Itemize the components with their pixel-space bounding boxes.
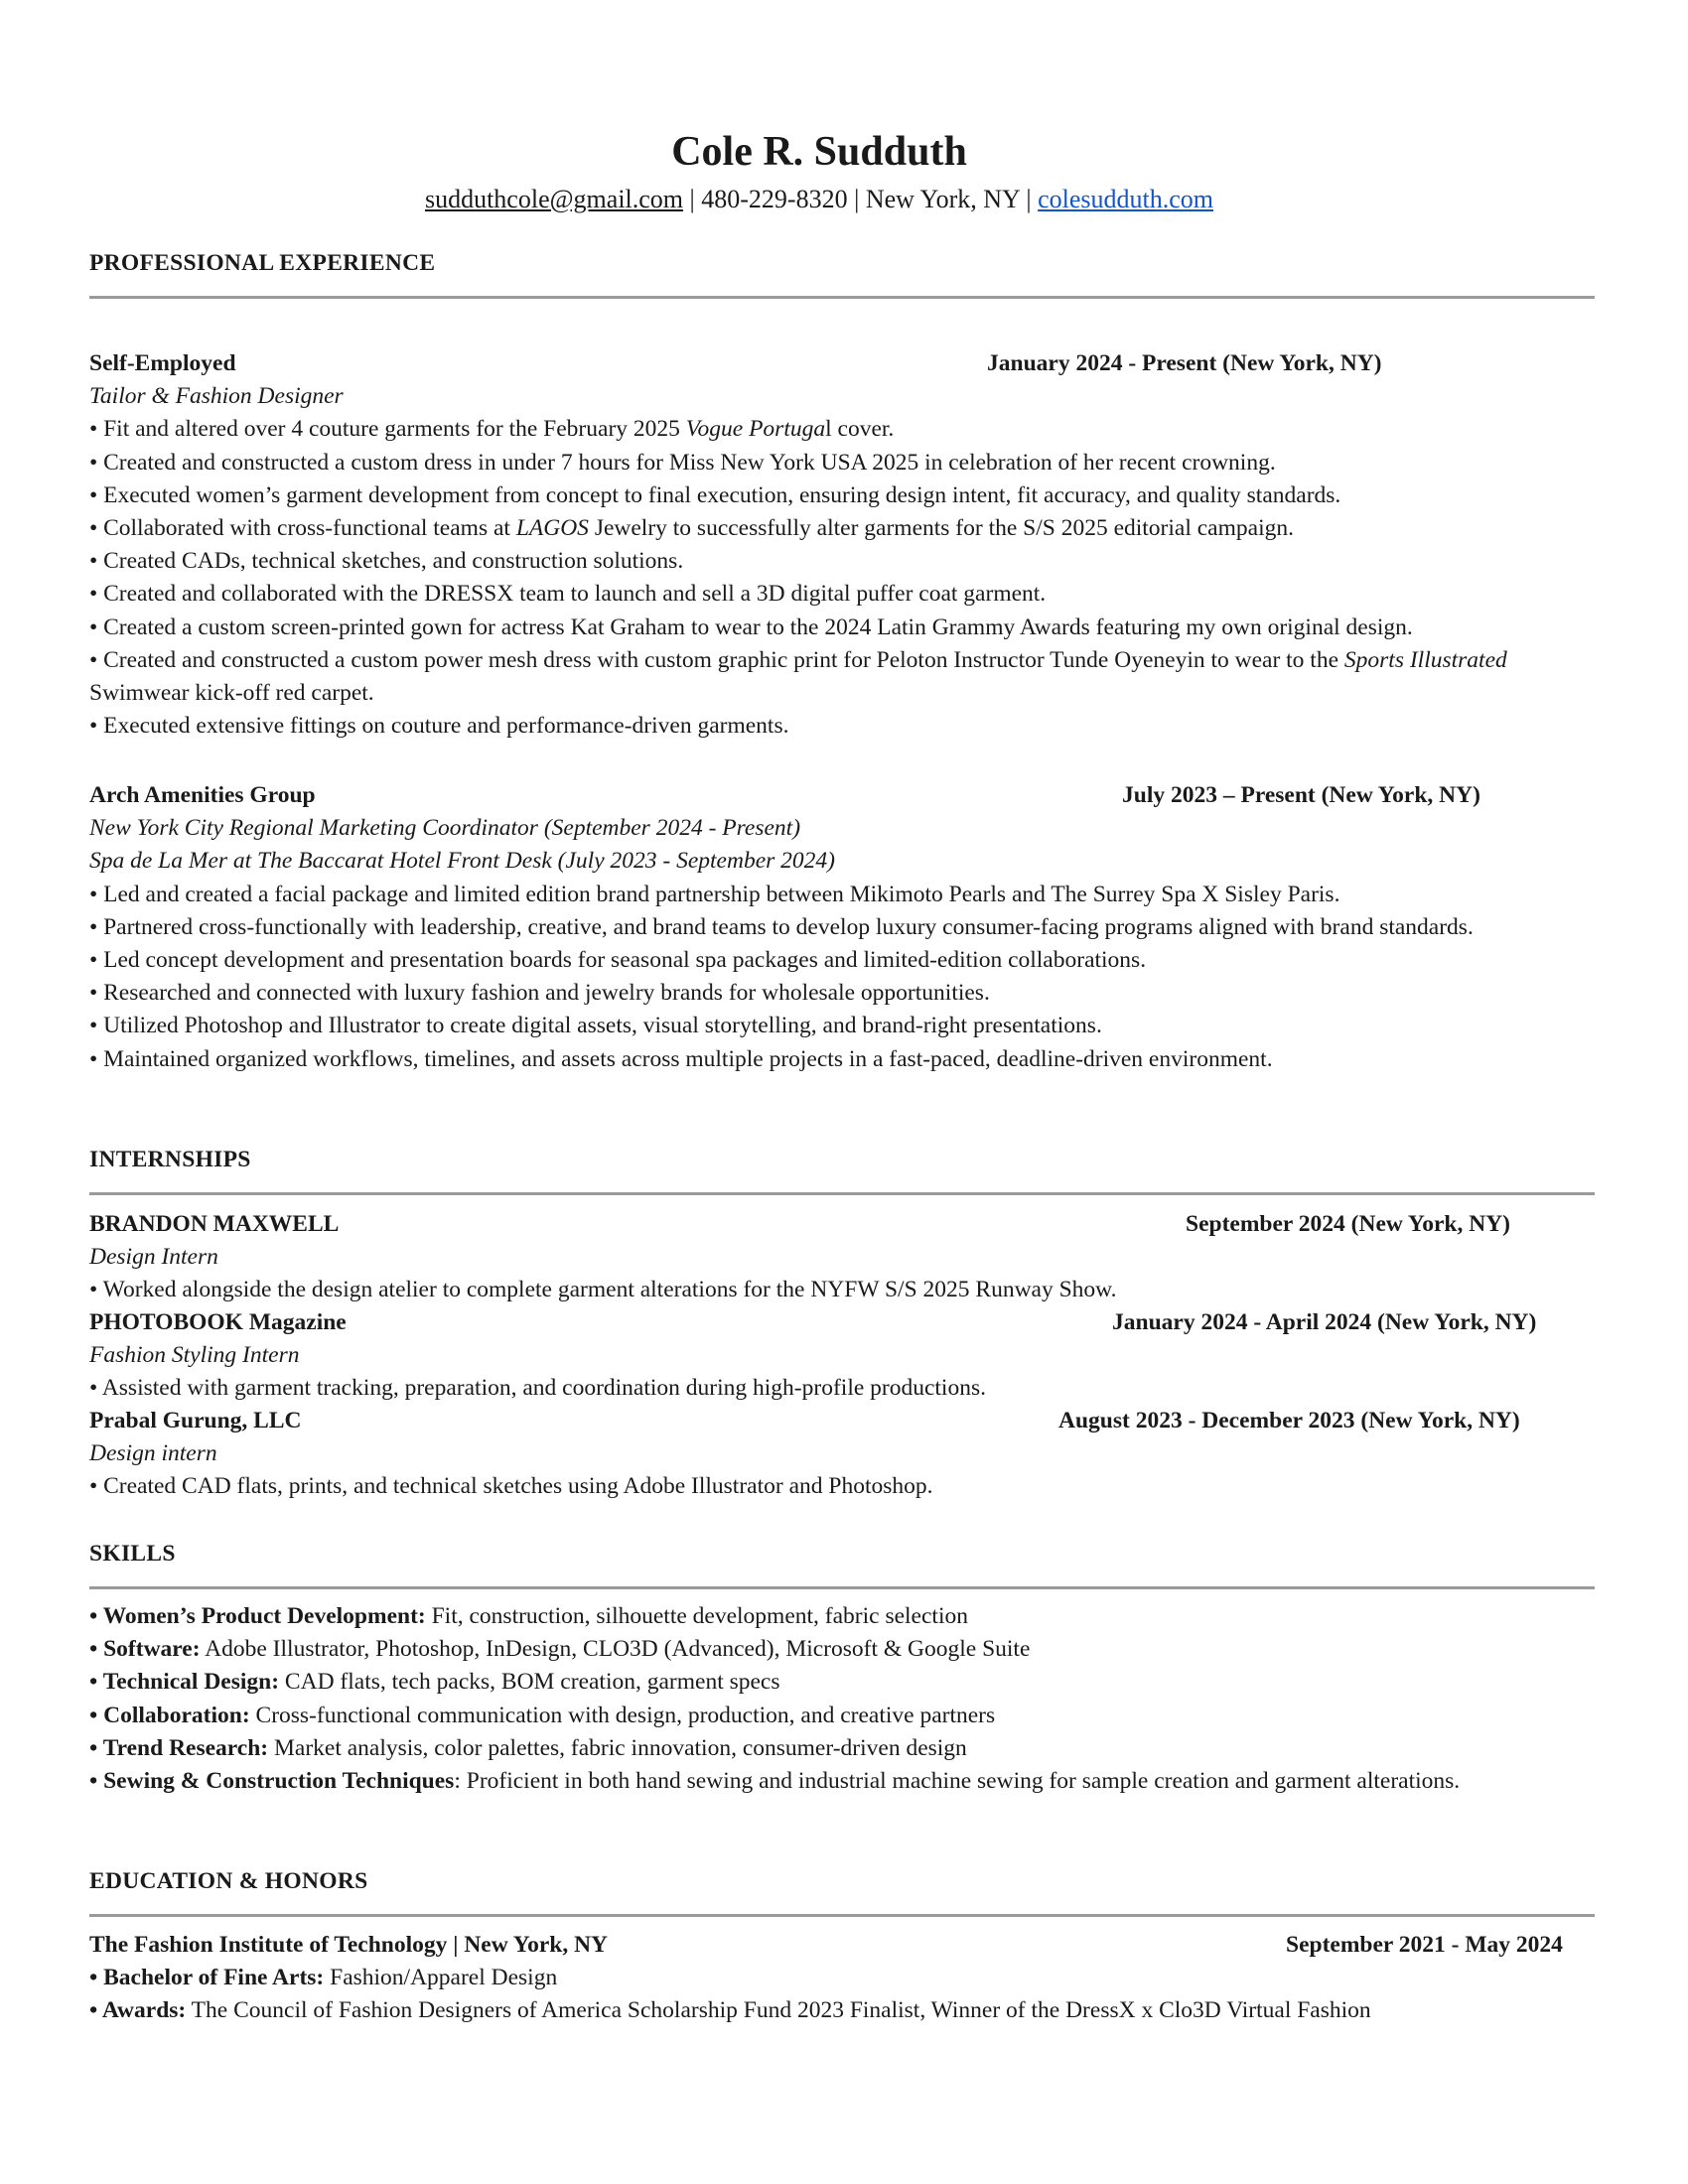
job-role: Spa de La Mer at The Baccarat Hotel Front Desk (July 2023 - September 2024) [89, 848, 835, 875]
job-header [89, 779, 1595, 812]
internship-organization: BRANDON MAXWELL [89, 1211, 340, 1237]
internship-bullet: • Created CAD flats, prints, and technical sketches using Adobe Illustrator and Photoshop. [89, 1473, 933, 1500]
job-bullet: • Fit and altered over 4 couture garments for the February 2025 Vogue Portugal cover. [89, 416, 895, 443]
candidate-name: Cole R. Sudduth [671, 129, 967, 175]
internship-role: Design Intern [89, 1244, 218, 1271]
education-item: • Awards: The Council of Fashion Designers of America Scholarship Fund 2023 Finalist, Winner of the DressX x Clo3D Virtual Fashion [89, 1997, 1371, 2024]
job-organization: Self-Employed [89, 350, 236, 376]
job-bullet: • Led concept development and presentation boards for seasonal spa packages and limited-edition collaborations. [89, 947, 1147, 973]
internships-section [89, 1145, 1595, 1195]
separator: | [683, 185, 702, 213]
website-link[interactable]: colesudduth.com [1038, 185, 1214, 213]
internship-bullet: • Assisted with garment tracking, preparation, and coordination during high-profile productions. [89, 1375, 986, 1402]
education-section [89, 1866, 1595, 1917]
internship-entry [89, 1306, 1595, 1406]
internship-entry [89, 1208, 1595, 1307]
internship-dates: January 2024 - April 2024 (New York, NY) [1112, 1309, 1537, 1335]
job-organization: Arch Amenities Group [89, 782, 316, 808]
internship-dates: August 2023 - December 2023 (New York, NY) [1058, 1408, 1520, 1433]
job-entry [89, 779, 1595, 1076]
internship-header [89, 1306, 1595, 1339]
section-title: PROFESSIONAL EXPERIENCE [89, 250, 436, 276]
section-divider [89, 1192, 1595, 1195]
separator: | [1019, 185, 1039, 213]
internship-dates: September 2024 (New York, NY) [1186, 1211, 1510, 1237]
internship-organization: Prabal Gurung, LLC [89, 1408, 302, 1433]
job-bullet: • Executed extensive fittings on couture and performance-driven garments. [89, 713, 789, 740]
job-bullet: • Collaborated with cross-functional teams at LAGOS Jewelry to successfully alter garments for the S/S 2025 editorial campaign. [89, 515, 1294, 541]
section-divider [89, 296, 1595, 299]
job-role: Tailor & Fashion Designer [89, 383, 344, 410]
skills-list [89, 1600, 1595, 1798]
job-dates: January 2024 - Present (New York, NY) [987, 350, 1382, 376]
location: New York, NY [865, 185, 1020, 213]
job-bullet: • Created and constructed a custom power mesh dress with custom graphic print for Peloton Instructor Tunde Oyeneyin to wear to the Sports Illustrated Swimwear kick-off red carpet. [89, 646, 1507, 707]
education-item: • Bachelor of Fine Arts: Fashion/Apparel Design [89, 1965, 558, 1991]
skill-item: • Women’s Product Development: Fit, construction, silhouette development, fabric selection [89, 1603, 968, 1629]
job-bullet: • Created and constructed a custom dress in under 7 hours for Miss New York USA 2025 in celebration of her recent crowning. [89, 449, 1276, 476]
internship-entry [89, 1405, 1595, 1504]
email-link[interactable]: sudduthcole@gmail.com [424, 185, 684, 213]
skill-item: • Collaboration: Cross-functional communication with design, production, and creative partners [89, 1702, 996, 1728]
section-title: SKILLS [89, 1541, 176, 1567]
job-bullet: • Created and collaborated with the DRESSX team to launch and sell a 3D digital puffer coat garment. [89, 581, 1047, 608]
education-entry [89, 1929, 1595, 2028]
job-bullet: • Utilized Photoshop and Illustrator to create digital assets, visual storytelling, and brand-right presentations. [89, 1013, 1102, 1039]
job-bullet: • Executed women’s garment development from concept to final execution, ensuring design intent, fit accuracy, and quality standards. [89, 481, 1341, 508]
section-divider [89, 1914, 1595, 1917]
job-bullet: • Led and created a facial package and limited edition brand partnership between Mikimoto Pearls and The Surrey Spa X Sisley Paris. [89, 881, 1340, 907]
job-dates: July 2023 – Present (New York, NY) [1122, 782, 1480, 808]
internship-header [89, 1208, 1595, 1241]
experience-section [89, 248, 1595, 299]
school-name: The Fashion Institute of Technology | New York, NY [89, 1932, 609, 1958]
job-bullet: • Created a custom screen-printed gown for actress Kat Graham to wear to the 2024 Latin Grammy Awards featuring my own original design. [89, 614, 1413, 640]
internship-organization: PHOTOBOOK Magazine [89, 1309, 347, 1335]
contact-line [89, 183, 1549, 216]
skill-item: • Trend Research: Market analysis, color palettes, fabric innovation, consumer-driven design [89, 1734, 967, 1761]
education-header [89, 1929, 1595, 1962]
skills-section [89, 1539, 1595, 1589]
education-dates: September 2021 - May 2024 [1286, 1932, 1563, 1958]
internship-role: Fashion Styling Intern [89, 1342, 300, 1369]
internship-header [89, 1405, 1595, 1437]
job-header [89, 347, 1595, 380]
section-divider [89, 1586, 1595, 1589]
job-bullet: • Maintained organized workflows, timelines, and assets across multiple projects in a fast-paced, deadline-driven environment. [89, 1045, 1273, 1072]
job-bullet: • Researched and connected with luxury fashion and jewelry brands for wholesale opportunities. [89, 980, 990, 1007]
job-bullet: • Partnered cross-functionally with leadership, creative, and brand teams to develop luxury consumer-facing programs aligned with brand standards. [89, 913, 1474, 940]
skill-item: • Software: Adobe Illustrator, Photoshop, InDesign, CLO3D (Advanced), Microsoft & Google Suite [89, 1636, 1031, 1663]
job-entry [89, 347, 1595, 743]
job-bullet: • Created CADs, technical sketches, and construction solutions. [89, 548, 684, 575]
internship-bullet: • Worked alongside the design atelier to complete garment alterations for the NYFW S/S 2025 Runway Show. [89, 1277, 1117, 1303]
skill-item: • Sewing & Construction Techniques: Proficient in both hand sewing and industrial machine sewing for sample creation and garment alterations. [89, 1768, 1461, 1795]
skill-item: • Technical Design: CAD flats, tech packs, BOM creation, garment specs [89, 1669, 780, 1696]
internship-role: Design intern [89, 1440, 217, 1467]
job-role: New York City Regional Marketing Coordinator (September 2024 - Present) [89, 815, 801, 842]
section-title: EDUCATION & HONORS [89, 1868, 368, 1894]
phone-number: 480-229-8320 [701, 185, 848, 213]
section-title: INTERNSHIPS [89, 1147, 251, 1172]
separator: | [847, 185, 866, 213]
